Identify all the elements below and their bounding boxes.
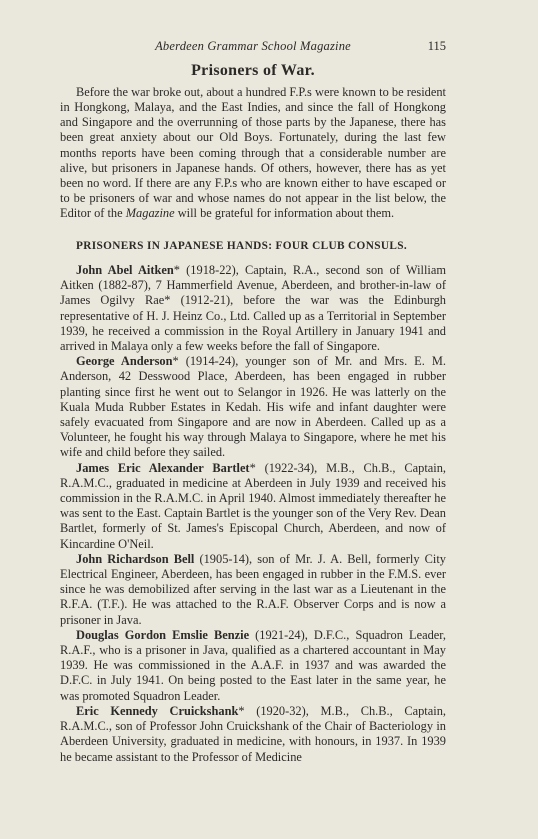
intro-text-start: Before the war broke out, about a hundred F.P.s were known to be resident in Hongkong, Malaya, and the East Indies, and since the fall of Hongkong and Singapore and the overrunning of those parts by the Japanese, there has been great anxiety about our Old Boys. Fortunately, during the last few months reports have been coming through that a considerable number are alive, but prisoners in Japanese hands. Of others, however, there has as yet been no word. If there are any F.P.s who are known either to have escaped or to be prisoners of war and whose names do not appear in the list below, the Editor of the (60, 85, 446, 221)
entry-name: Douglas Gordon Emslie Benzie (76, 627, 250, 642)
entry-name: George Anderson (76, 354, 173, 369)
entry-name: John Richardson Bell (76, 551, 195, 566)
entry-text: (1921-24), D.F.C., Squadron Leader, R.A.F., who is a prisoner in Java, qualified as a chartered accountant in May 1939. He was commissioned in the A.A.F. in 1937 and was awarded the D.F.C. in July 1941. On being posted to the East later in the same year, he was promoted Squadron Leader. (60, 627, 446, 703)
entry-text: * (1914-24), younger son of Mr. and Mrs. E. M. Anderson, 42 Desswood Place, Aberdeen, has been engaged in rubber planting since first he went out to Selangor in 1926. He was latterly on the Kuala Muda Rubber Estates in Kedah. His wife and infant daughter were safely evacuated from Singapore and are now in Aberdeen. Called up as a Volunteer, he fought his way through Malaya to Singapore, where he met his wife and child before they sailed. (60, 354, 446, 460)
entry-text: * (1920-32), M.B., Ch.B., Captain, R.A.M.C., son of Professor John Cruickshank of the Chair of Bacteriology in Aberdeen University, graduated in medicine, with honours, in 1937. In 1939 he became assistant to the Professor of Medicine (60, 703, 446, 764)
page-number: 115 (427, 39, 446, 53)
entry-text: * (1918-22), Captain, R.A., second son of William Aitken (1882-87), 7 Hammerfield Avenue, Aberdeen, and brother-in-law of James Ogilvy Rae* (1912-21), before the war was the Edinburgh representative of H. J. Heinz Co., Ltd. Called up as a Territorial in September 1939, he received a commission in the Royal Artillery in January 1941 and arrived in Malaya only a few weeks before the fall of Singapore. (60, 263, 446, 354)
prisoner-entries (60, 263, 446, 765)
running-head (60, 39, 446, 55)
magazine-word: Magazine (125, 206, 175, 221)
entry-cruickshank (60, 704, 446, 765)
entry-bell (60, 552, 446, 628)
entry-text: (1905-14), son of Mr. J. A. Bell, formerly City Electrical Engineer, Aberdeen, has been engaged in rubber in the F.M.S. ever since he was demobilized after serving in the last war as a Lieutenant in the R.F.A. (T.F.). He was attached to the R.A.F. Observer Corps and is now a prisoner in Java. (60, 551, 446, 627)
entry-text: * (1922-34), M.B., Ch.B., Captain, R.A.M.C., graduated in medicine at Aberdeen in July 1939 and received his commission in the R.A.M.C. in April 1940. Almost immediately thereafter he was sent to the East. Captain Bartlet is the younger son of the Very Rev. Dean Bartlet, formerly of St. James's Episcopal Church, Aberdeen, and now of Kincardine O'Neil. (60, 460, 447, 551)
intro-text-end: will be grateful for information about them. (174, 206, 395, 221)
entry-name: James Eric Alexander Bartlet (76, 460, 250, 475)
article-title: Prisoners of War. (191, 62, 315, 79)
entry-aitken (60, 263, 446, 354)
section-heading: PRISONERS IN JAPANESE HANDS: FOUR CLUB CONSULS. (76, 240, 408, 252)
running-title: Aberdeen Grammar School Magazine (155, 39, 351, 53)
entry-name: John Abel Aitken (76, 263, 174, 277)
entry-anderson (60, 354, 446, 460)
entry-name: Eric Kennedy Cruickshank (76, 703, 239, 718)
entry-benzie (60, 628, 446, 704)
entry-bartlet (60, 461, 446, 552)
intro-paragraph (60, 85, 446, 221)
